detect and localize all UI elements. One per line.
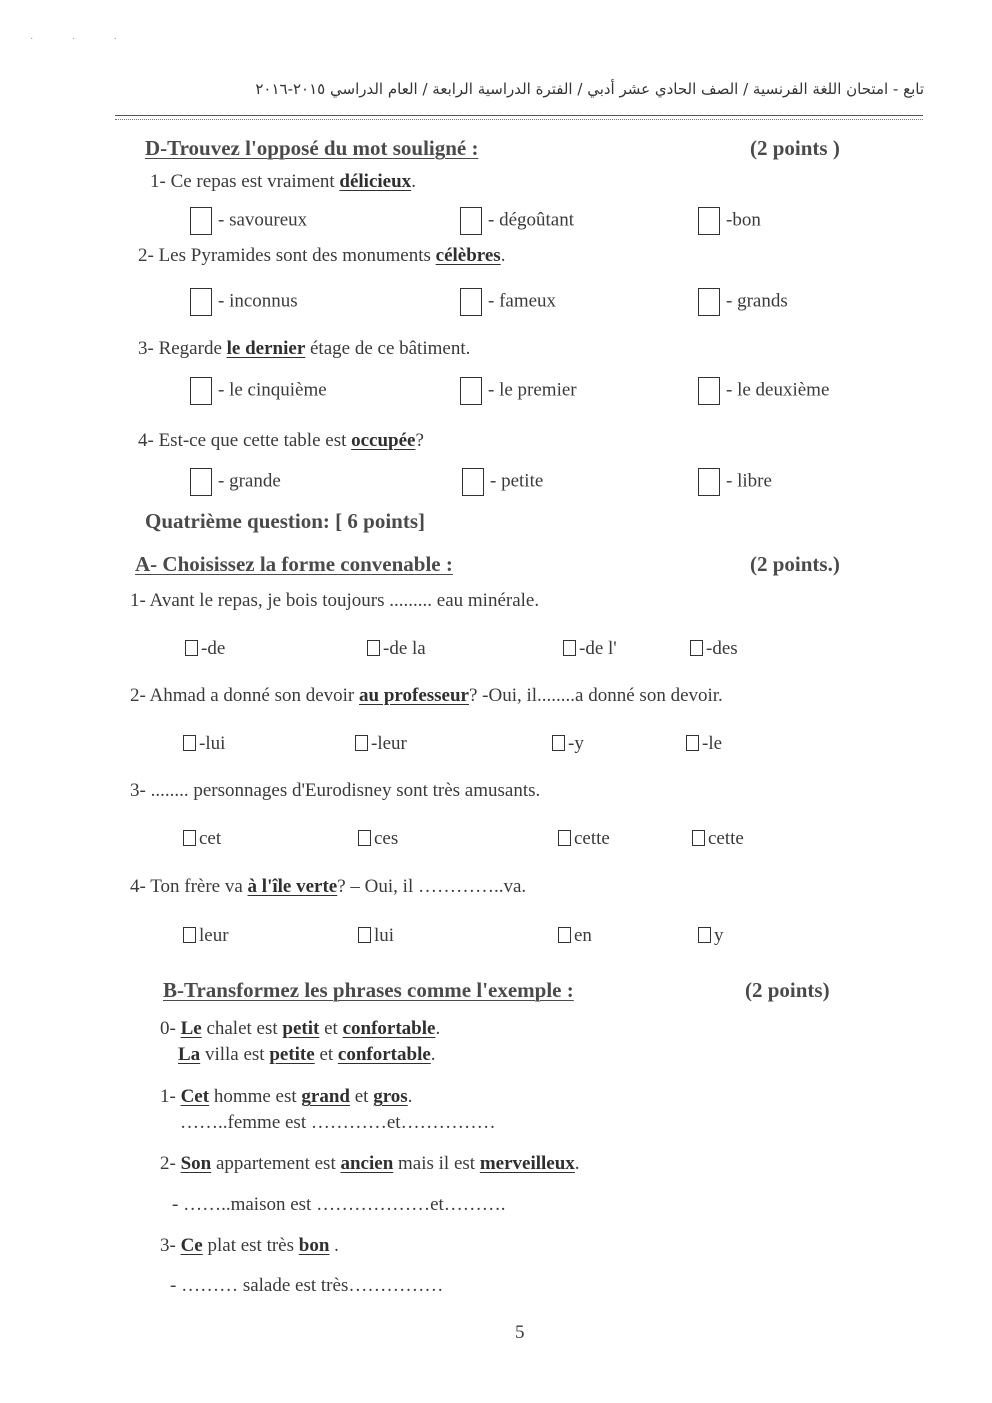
d-q2-option-1[interactable]: - inconnus bbox=[190, 288, 298, 316]
a-q4-option-4[interactable]: y bbox=[698, 925, 724, 947]
d-q1-option-1[interactable]: - savoureux bbox=[190, 207, 307, 235]
d-question-4: 4- Est-ce que cette table est occupée? bbox=[138, 430, 424, 451]
checkbox[interactable] bbox=[698, 377, 720, 405]
checkbox[interactable] bbox=[698, 468, 720, 496]
checkbox[interactable] bbox=[563, 640, 576, 656]
checkbox[interactable] bbox=[190, 377, 212, 405]
d-question-3: 3- Regarde le dernier étage de ce bâtiment. bbox=[138, 338, 471, 359]
d-q2-option-3[interactable]: - grands bbox=[698, 288, 788, 316]
checkbox[interactable] bbox=[190, 288, 212, 316]
d-q1-option-2[interactable]: - dégoûtant bbox=[460, 207, 574, 235]
checkbox[interactable] bbox=[558, 830, 571, 846]
b-item-2: 2- Son appartement est ancien mais il est merveilleux. bbox=[160, 1153, 580, 1174]
d-q2-option-2[interactable]: - fameux bbox=[460, 288, 556, 316]
section-a-title: A- Choisissez la forme convenable : bbox=[135, 552, 453, 576]
page-header: تابع - امتحان اللغة الفرنسية / الصف الحادي عشر أدبي / الفترة الدراسية الرابعة / العام الدراسي ٢٠١٥-٢٠١٦ bbox=[255, 80, 924, 98]
a-q4-option-2[interactable]: lui bbox=[358, 925, 394, 947]
checkbox[interactable] bbox=[462, 468, 484, 496]
a-q3-option-4[interactable]: cette bbox=[692, 828, 744, 850]
checkbox[interactable] bbox=[692, 830, 705, 846]
a-q3-option-3[interactable]: cette bbox=[558, 828, 610, 850]
underlined-word: le dernier bbox=[226, 338, 306, 359]
a-question-1: 1- Avant le repas, je bois toujours ......... eau minérale. bbox=[130, 590, 540, 611]
checkbox[interactable] bbox=[190, 468, 212, 496]
a-q1-option-3[interactable]: -de l' bbox=[563, 638, 617, 660]
a-q2-option-1[interactable]: -lui bbox=[183, 733, 225, 755]
checkbox[interactable] bbox=[185, 640, 198, 656]
checkbox[interactable] bbox=[558, 927, 571, 943]
d-question-1: 1- Ce repas est vraiment délicieux. bbox=[150, 171, 416, 192]
section-a-points: (2 points.) bbox=[750, 552, 840, 576]
d-q3-option-1[interactable]: - le cinquième bbox=[190, 377, 327, 405]
section-d-title: D-Trouvez l'opposé du mot souligné : bbox=[145, 136, 479, 160]
section-b-points: (2 points) bbox=[745, 978, 830, 1002]
checkbox[interactable] bbox=[460, 377, 482, 405]
checkbox[interactable] bbox=[698, 288, 720, 316]
d-q3-option-2[interactable]: - le premier bbox=[460, 377, 577, 405]
checkbox[interactable] bbox=[686, 735, 699, 751]
underlined-word: célèbres bbox=[435, 245, 501, 266]
a-q3-option-2[interactable]: ces bbox=[358, 828, 398, 850]
a-q2-option-3[interactable]: -y bbox=[552, 733, 584, 755]
a-question-2: 2- Ahmad a donné son devoir au professeur? -Oui, il........a donné son devoir. bbox=[130, 685, 723, 706]
a-q3-option-1[interactable]: cet bbox=[183, 828, 221, 850]
checkbox[interactable] bbox=[698, 927, 711, 943]
checkbox[interactable] bbox=[358, 830, 371, 846]
checkbox[interactable] bbox=[183, 927, 196, 943]
checkbox[interactable] bbox=[460, 207, 482, 235]
checkbox[interactable] bbox=[355, 735, 368, 751]
checkbox[interactable] bbox=[690, 640, 703, 656]
a-q1-option-1[interactable]: -de bbox=[185, 638, 225, 660]
header-rule bbox=[115, 115, 923, 116]
checkbox[interactable] bbox=[698, 207, 720, 235]
b-item-1: 1- Cet homme est grand et gros. bbox=[160, 1086, 413, 1107]
example-line-2: La villa est petite et confortable. bbox=[178, 1044, 436, 1065]
d-q4-option-2[interactable]: - petite bbox=[462, 468, 543, 496]
a-question-4: 4- Ton frère va à l'île verte? – Oui, il …………..va. bbox=[130, 876, 527, 897]
b-item-2-answer[interactable]: - ……..maison est ………………et………. bbox=[172, 1194, 506, 1215]
checkbox[interactable] bbox=[183, 735, 196, 751]
d-question-2: 2- Les Pyramides sont des monuments célèbres. bbox=[138, 245, 506, 266]
section-b-title: B-Transformez les phrases comme l'exemple : bbox=[163, 978, 574, 1002]
page-number: 5 bbox=[515, 1322, 525, 1343]
checkbox[interactable] bbox=[358, 927, 371, 943]
checkbox[interactable] bbox=[190, 207, 212, 235]
checkbox[interactable] bbox=[552, 735, 565, 751]
question-4-title: Quatrième question: [ 6 points] bbox=[145, 509, 425, 533]
d-q1-option-3[interactable]: -bon bbox=[698, 207, 761, 235]
d-q3-option-3[interactable]: - le deuxième bbox=[698, 377, 829, 405]
a-q2-option-2[interactable]: -leur bbox=[355, 733, 407, 755]
a-q4-option-3[interactable]: en bbox=[558, 925, 592, 947]
header-rule-dotted bbox=[115, 119, 923, 120]
a-q1-option-2[interactable]: -de la bbox=[367, 638, 426, 660]
b-item-3: 3- Ce plat est très bon . bbox=[160, 1235, 339, 1256]
b-item-1-answer[interactable]: ……..femme est …………et…………… bbox=[180, 1112, 496, 1133]
b-item-3-answer[interactable]: - ……… salade est très…………… bbox=[170, 1275, 444, 1296]
underlined-word: à l'île verte bbox=[247, 876, 338, 897]
checkbox[interactable] bbox=[367, 640, 380, 656]
example-line-1: 0- Le chalet est petit et confortable. bbox=[160, 1018, 441, 1039]
checkbox[interactable] bbox=[183, 830, 196, 846]
underlined-word: au professeur bbox=[359, 685, 469, 706]
scan-specks: · · · bbox=[30, 34, 135, 45]
checkbox[interactable] bbox=[460, 288, 482, 316]
d-q4-option-1[interactable]: - grande bbox=[190, 468, 281, 496]
d-q4-option-3[interactable]: - libre bbox=[698, 468, 772, 496]
underlined-word: occupée bbox=[351, 430, 416, 451]
a-q1-option-4[interactable]: -des bbox=[690, 638, 738, 660]
underlined-word: délicieux bbox=[339, 171, 412, 192]
a-q2-option-4[interactable]: -le bbox=[686, 733, 722, 755]
a-question-3: 3- ........ personnages d'Eurodisney sont très amusants. bbox=[130, 780, 541, 801]
section-d-points: (2 points ) bbox=[750, 136, 840, 160]
a-q4-option-1[interactable]: leur bbox=[183, 925, 229, 947]
